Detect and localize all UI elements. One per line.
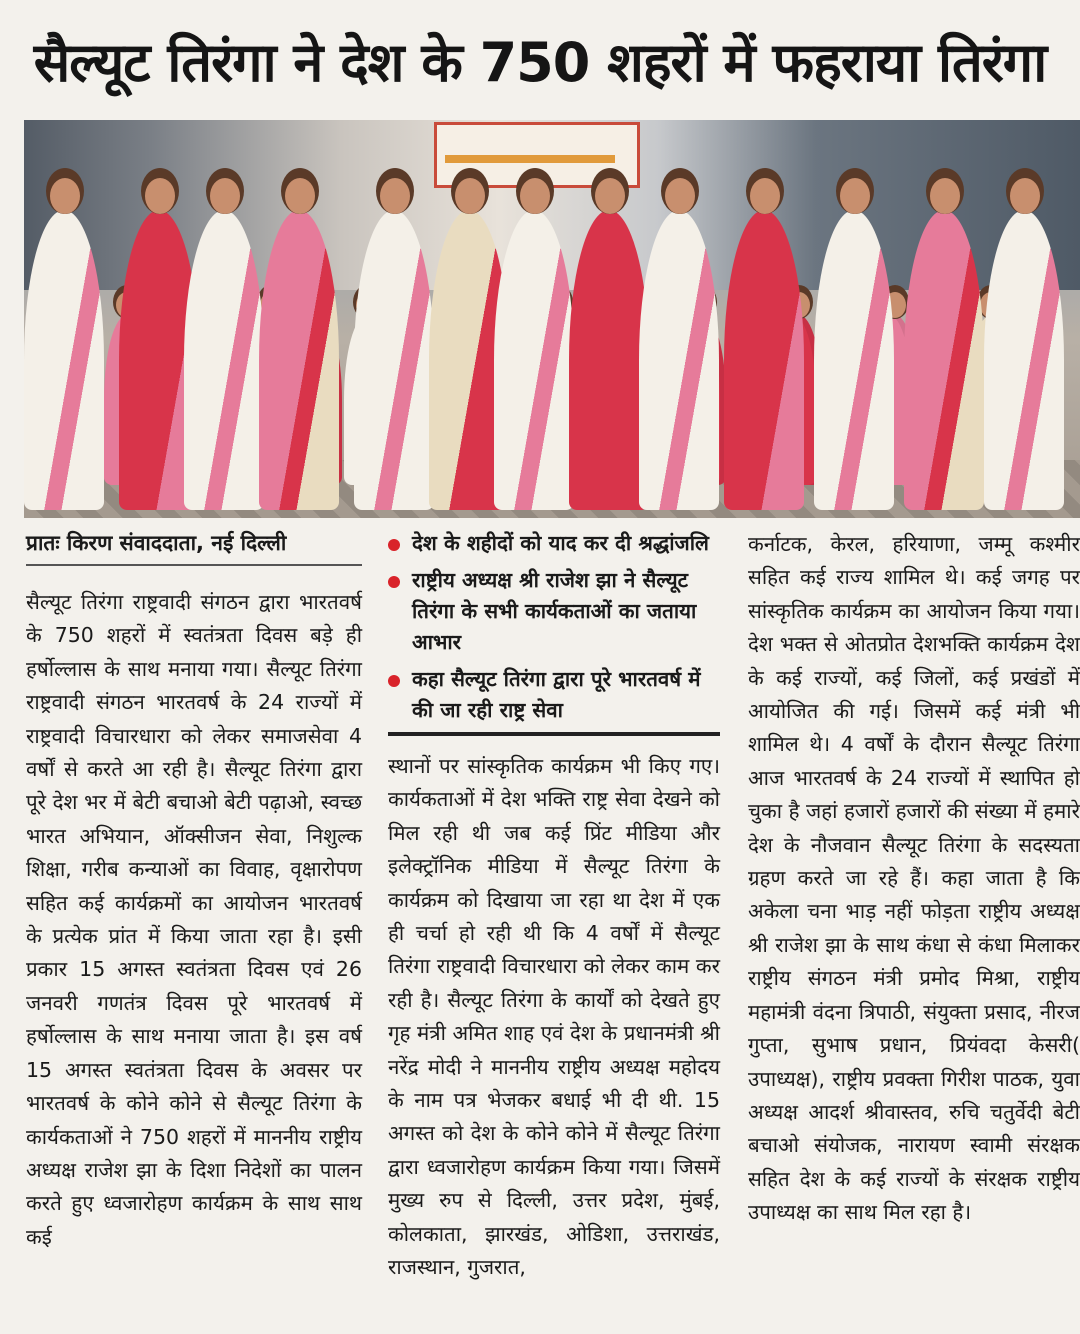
byline: प्रातः किरण संवाददाता, नई दिल्ली — [26, 528, 362, 566]
person-figure — [354, 210, 434, 510]
person-face — [1010, 178, 1040, 214]
person-face — [665, 178, 695, 214]
highlight-item: राष्ट्रीय अध्यक्ष श्री राजेश झा ने सैल्यूट तिरंगा के सभी कार्यकताओं का जताया आभार — [388, 565, 720, 658]
person-figure — [494, 210, 574, 510]
column-2 — [388, 528, 720, 1285]
person-figure — [904, 210, 984, 510]
person-figure — [639, 210, 719, 510]
bullet-icon — [388, 576, 400, 588]
person-figure — [984, 210, 1064, 510]
article-text-col1: सैल्यूट तिरंगा राष्ट्रवादी संगठन द्वारा भारतवर्ष के 750 शहरों में स्वतंत्रता दिवस बड़े ही हर्षोल्लास के साथ मनाया गया। सैल्यूट तिरंगा राष्ट्रवादी संगठन भारतवर्ष के 24 राज्यों में राष्ट्रवादी विचारधारा को लेकर समाजसेवा 4 वर्षों से करते आ रही है। सैल्यूट तिरंगा द्वारा पूरे देश भर में बेटी बचाओ बेटी पढ़ाओ, स्वच्छ भारत अभियान, ऑक्सीजन सेवा, निशुल्क शिक्षा, गरीब कन्याओं का विवाह, वृक्षारोपण सहित कई कार्यक्रमों का आयोजन भारतवर्ष के प्रत्येक प्रांत में किया जाता रहा है। इसी प्रकार 15 अगस्त स्वतंत्रता दिवस एवं 26 जनवरी गणतंत्र दिवस पूरे भारतवर्ष में हर्षोल्लास के साथ मनाया जाता है। इस वर्ष 15 अगस्त स्वतंत्रता दिवस के अवसर पर भारतवर्ष के कोने कोने से सैल्यूट तिरंगा के कार्यकताओं ने 750 शहरों में माननीय राष्ट्रीय अध्यक्ष राजेश झा के दिशा निदेशों का पालन करते हुए ध्वजारोहण कार्यक्रम के साथ साथ कई — [26, 590, 362, 1249]
person-face — [285, 178, 315, 214]
person-face — [380, 178, 410, 214]
bullet-icon — [388, 539, 400, 551]
person-face — [210, 178, 240, 214]
section-divider — [388, 732, 720, 736]
person-face — [595, 178, 625, 214]
bullet-icon — [388, 675, 400, 687]
person-figure — [24, 210, 104, 510]
article-text-col2: स्थानों पर सांस्कृतिक कार्यक्रम भी किए गए। कार्यकताओं में देश भक्ति राष्ट्र सेवा देखने को मिल रही थी जब कई प्रिंट मीडिया और इलेक्ट्रॉनिक मीडिया में सैल्यूट तिरंगा के कार्यक्रम को दिखाया जा रहा था देश में एक ही चर्चा हो रही थी कि 4 वर्षों में सैल्यूट तिरंगा राष्ट्रवादी विचारधारा को लेकर काम कर रही है। सैल्यूट तिरंगा के कार्यों को देखते हुए गृह मंत्री अमित शाह एवं देश के प्रधानमंत्री श्री नरेंद्र मोदी ने माननीय राष्ट्रीय अध्यक्ष महोदय के नाम पत्र भेजकर बधाई भी दी थी. 15 अगस्त को देश के कोने कोने में सैल्यूट तिरंगा द्वारा ध्वजारोहण कार्यक्रम किया गया। जिसमें मुख्य रुप से दिल्ली, उत्तर प्रदेश, मुंबई, कोलकाता, झारखंड, ओडिशा, उत्तराखंड, राजस्थान, गुजरात, — [388, 754, 720, 1280]
highlight-item: देश के शहीदों को याद कर दी श्रद्धांजलि — [388, 528, 720, 559]
person-face — [750, 178, 780, 214]
column-1 — [26, 528, 362, 1254]
group-photo — [24, 120, 1080, 518]
person-figure — [724, 210, 804, 510]
person-figure — [814, 210, 894, 510]
person-face — [930, 178, 960, 214]
person-face — [145, 178, 175, 214]
person-face — [455, 178, 485, 214]
column-3 — [748, 528, 1080, 1230]
person-figure — [569, 210, 649, 510]
person-figure — [259, 210, 339, 510]
person-face — [840, 178, 870, 214]
person-figure — [184, 210, 264, 510]
headline: सैल्यूट तिरंगा ने देश के 750 शहरों में फहराया तिरंगा — [33, 31, 1047, 94]
article-text-col3: कर्नाटक, केरल, हरियाणा, जम्मू कश्मीर सहित कई राज्य शामिल थे। कई जगह पर सांस्कृतिक कार्यक्रम का आयोजन किया गया। देश भक्त से ओतप्रोत देशभक्ति कार्यक्रम देश के कई राज्यों, कई जिलों, कई प्रखंडों में आयोजित की गई। जिसमें कई मंत्री भी शामिल थे। 4 वर्षों के दौरान सैल्यूट तिरंगा आज भारतवर्ष के 24 राज्यों में स्थापित हो चुका है जहां हजारों हजारों की संख्या में हमारे देश के नौजवान सैल्यूट तिरंगा के सदस्यता ग्रहण करते जा रहे हैं। कहा जाता है कि अकेला चना भाड़ नहीं फोड़ता राष्ट्रीय अध्यक्ष श्री राजेश झा के साथ कंधा से कंधा मिलाकर राष्ट्रीय संगठन मंत्री प्रमोद मिश्रा, राष्ट्रीय महामंत्री वंदना त्रिपाठी, संयुक्ता प्रसाद, नीरज गुप्ता, सुभाष प्रधान, प्रियंवदा केसरी( उपाध्यक्ष), राष्ट्रीय प्रवक्ता गिरीश पाठक, युवा अध्यक्ष आदर्श श्रीवास्तव, रुचि चतुर्वेदी बेटी बचाओ संयोजक, नारायण स्वामी संरक्षक सहित देश के कई राज्यों के संरक्षक राष्ट्रीय उपाध्यक्ष का साथ मिल रहा है। — [748, 532, 1080, 1225]
person-face — [50, 178, 80, 214]
person-face — [520, 178, 550, 214]
highlights-list — [388, 528, 720, 726]
highlight-item: कहा सैल्यूट तिरंगा द्वारा पूरे भारतवर्ष में की जा रही राष्ट्र सेवा — [388, 664, 720, 726]
